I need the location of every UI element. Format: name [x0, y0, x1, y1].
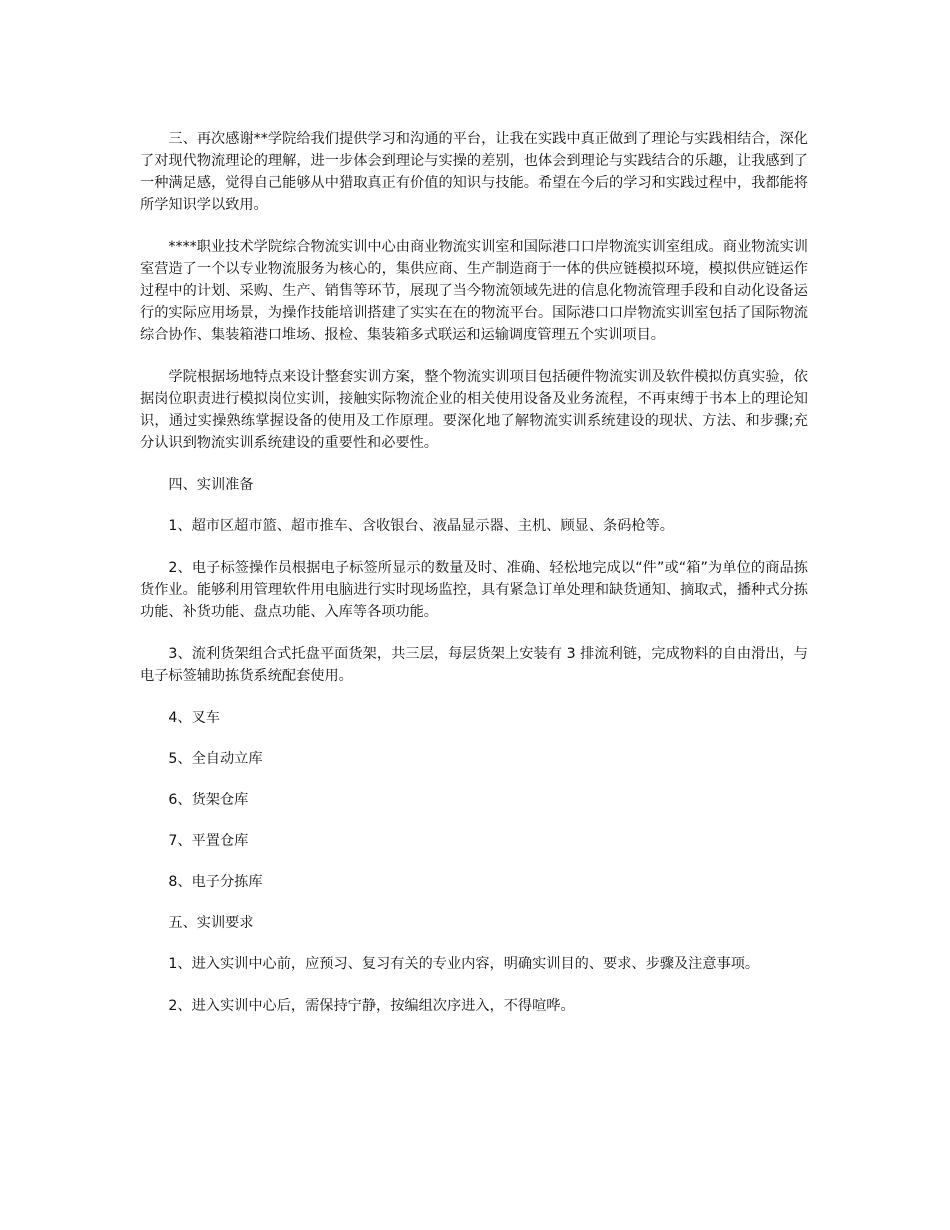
- paragraph-thanks: 三、再次感谢**学院给我们提供学习和沟通的平台，让我在实践中真正做到了理论与实践相结合，深化了对现代物流理论的理解，进一步体会到理论与实操的差别，也体会到理论与实践结合的乐趣，让我感到了一种满足感，觉得自己能够从中猎取真正有价值的知识与技能。希望在今后的学习和实践过程中，我都能将所学知识学以致用。: [140, 131, 808, 213]
- document-page: [140, 128, 808, 1037]
- requirement-item-before-entry: 1、进入实训中心前，应预习、复习有关的专业内容，明确实训目的、要求、步骤及注意事项。: [168, 956, 760, 972]
- section-heading-requirements: 五、实训要求: [168, 915, 254, 931]
- list-item-flow-rack: 3、流利货架组合式托盘平面货架，共三层，每层货架上安装有 3 排流利链，完成物料的自由滑出，与电子标签辅助拣货系统配套使用。: [140, 646, 808, 684]
- list-item-supermarket: 1、超市区超市篮、超市推车、含收银台、液晶显示器、主机、顾显、条码枪等。: [168, 518, 674, 534]
- list-item-flat-warehouse: 7、平置仓库: [168, 833, 249, 849]
- paragraph-training-plan: 学院根据场地特点来设计整套实训方案，整个物流实训项目包括硬件物流实训及软件模拟仿真实验，依据岗位职责进行模拟岗位实训，接触实际物流企业的相关使用设备及业务流程，不再束缚于书本上的理论知识，通过实操熟练掌握设备的使用及工作原理。要深化地了解物流实训系统建设的现状、方法、和步骤;充分认识到物流实训系统建设的重要性和必要性。: [140, 369, 808, 451]
- section-heading-preparation: 四、实训准备: [168, 477, 254, 493]
- requirement-item-after-entry: 2、进入实训中心后，需保持宁静，按编组次序进入，不得喧哗。: [168, 998, 575, 1014]
- list-item-auto-warehouse: 5、全自动立库: [168, 751, 263, 767]
- list-item-electronic-tag: 2、电子标签操作员根据电子标签所显示的数量及时、准确、轻松地完成以“件”或“箱”为单位的商品拣货作业。能够利用管理软件用电脑进行实时现场监控，具有紧急订单处理和缺货通知、摘取式，播种式分拣功能、补货功能、盘点功能、入库等各项功能。: [140, 560, 808, 620]
- paragraph-center-intro: ****职业技术学院综合物流实训中心由商业物流实训室和国际港口口岸物流实训室组成。商业物流实训室营造了一个以专业物流服务为核心的，集供应商、生产制造商于一体的供应链模拟环境，模拟供应链运作过程中的计划、采购、生产、销售等环节，展现了当今物流领域先进的信息化物流管理手段和自动化设备运行的实际应用场景，为操作技能培训搭建了实实在在的物流平台。国际港口口岸物流实训室包括了国际物流综合协作、集装箱港口堆场、报检、集装箱多式联运和运输调度管理五个实训项目。: [140, 239, 808, 343]
- list-item-sorting-warehouse: 8、电子分拣库: [168, 874, 263, 890]
- list-item-shelf-warehouse: 6、货架仓库: [168, 792, 249, 808]
- list-item-forklift: 4、叉车: [168, 710, 220, 726]
